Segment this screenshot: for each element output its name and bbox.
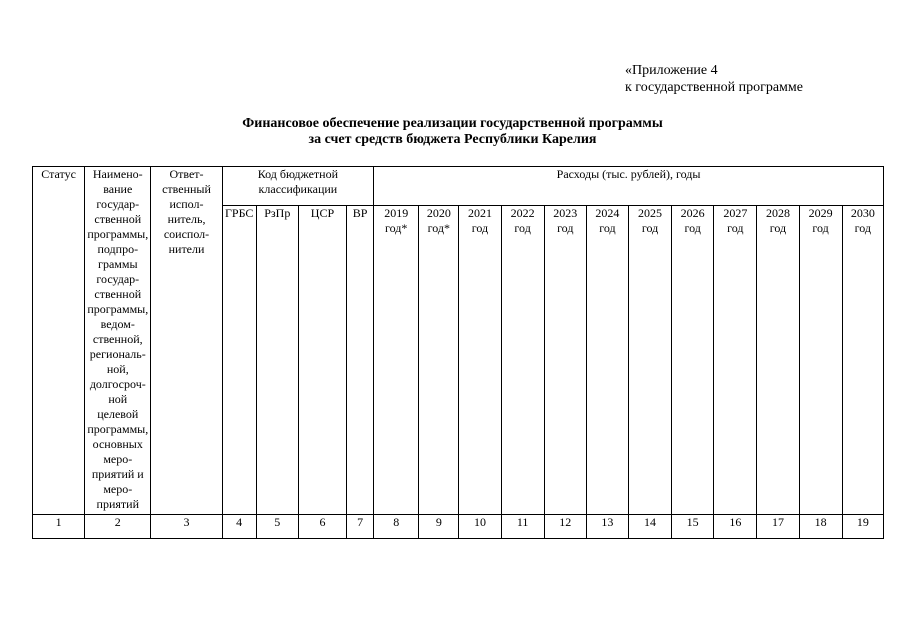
header-status: Статус	[33, 167, 85, 515]
header-year: 2022 год	[501, 206, 544, 515]
column-number: 14	[628, 515, 671, 539]
header-name: Наимено- вание государ- ственной программы, подпро- граммы государ- ственной программы, ведом- ственной, региональ- ной, долгосроч- ной целевой программы, основных меро- приятий и меро- приятий	[85, 167, 151, 515]
header-csr: ЦСР	[298, 206, 346, 515]
column-number: 9	[419, 515, 459, 539]
title-line-1: Финансовое обеспечение реализации государственной программы	[242, 116, 663, 131]
appendix-line-1: «Приложение 4	[625, 63, 718, 78]
column-number: 6	[298, 515, 346, 539]
header-budget-code: Код бюджетной классификации	[222, 167, 374, 206]
column-number: 12	[544, 515, 586, 539]
header-grbs: ГРБС	[222, 206, 256, 515]
title-line-2: за счет средств бюджета Республики Карелия	[308, 132, 597, 147]
column-number: 17	[757, 515, 799, 539]
header-year: 2025 год	[628, 206, 671, 515]
column-number: 5	[256, 515, 298, 539]
column-number: 18	[799, 515, 842, 539]
header-vr: ВР	[347, 206, 374, 515]
column-number: 19	[842, 515, 883, 539]
column-number: 8	[374, 515, 419, 539]
column-number: 1	[33, 515, 85, 539]
column-number: 15	[672, 515, 714, 539]
column-number: 10	[459, 515, 501, 539]
header-year: 2029 год	[799, 206, 842, 515]
header-year: 2023 год	[544, 206, 586, 515]
header-year: 2020 год*	[419, 206, 459, 515]
header-year: 2021 год	[459, 206, 501, 515]
column-number: 4	[222, 515, 256, 539]
header-year: 2024 год	[586, 206, 628, 515]
header-responsible: Ответ- ственный испол- нитель, соиспол- нители	[151, 167, 222, 515]
header-year: 2019 год*	[374, 206, 419, 515]
document-title	[0, 116, 905, 148]
column-number: 16	[714, 515, 757, 539]
column-number: 11	[501, 515, 544, 539]
header-year: 2030 год	[842, 206, 883, 515]
header-rzpr: РзПр	[256, 206, 298, 515]
header-row-1	[33, 167, 884, 206]
header-expenses: Расходы (тыс. рублей), годы	[374, 167, 884, 206]
financing-table	[32, 166, 884, 539]
header-year: 2027 год	[714, 206, 757, 515]
header-year: 2026 год	[672, 206, 714, 515]
appendix-line-2: к государственной программе	[625, 80, 803, 95]
column-number: 13	[586, 515, 628, 539]
appendix-note	[625, 62, 803, 96]
header-year: 2028 год	[757, 206, 799, 515]
column-number-row	[33, 515, 884, 539]
column-number: 2	[85, 515, 151, 539]
column-number: 7	[347, 515, 374, 539]
column-number: 3	[151, 515, 222, 539]
